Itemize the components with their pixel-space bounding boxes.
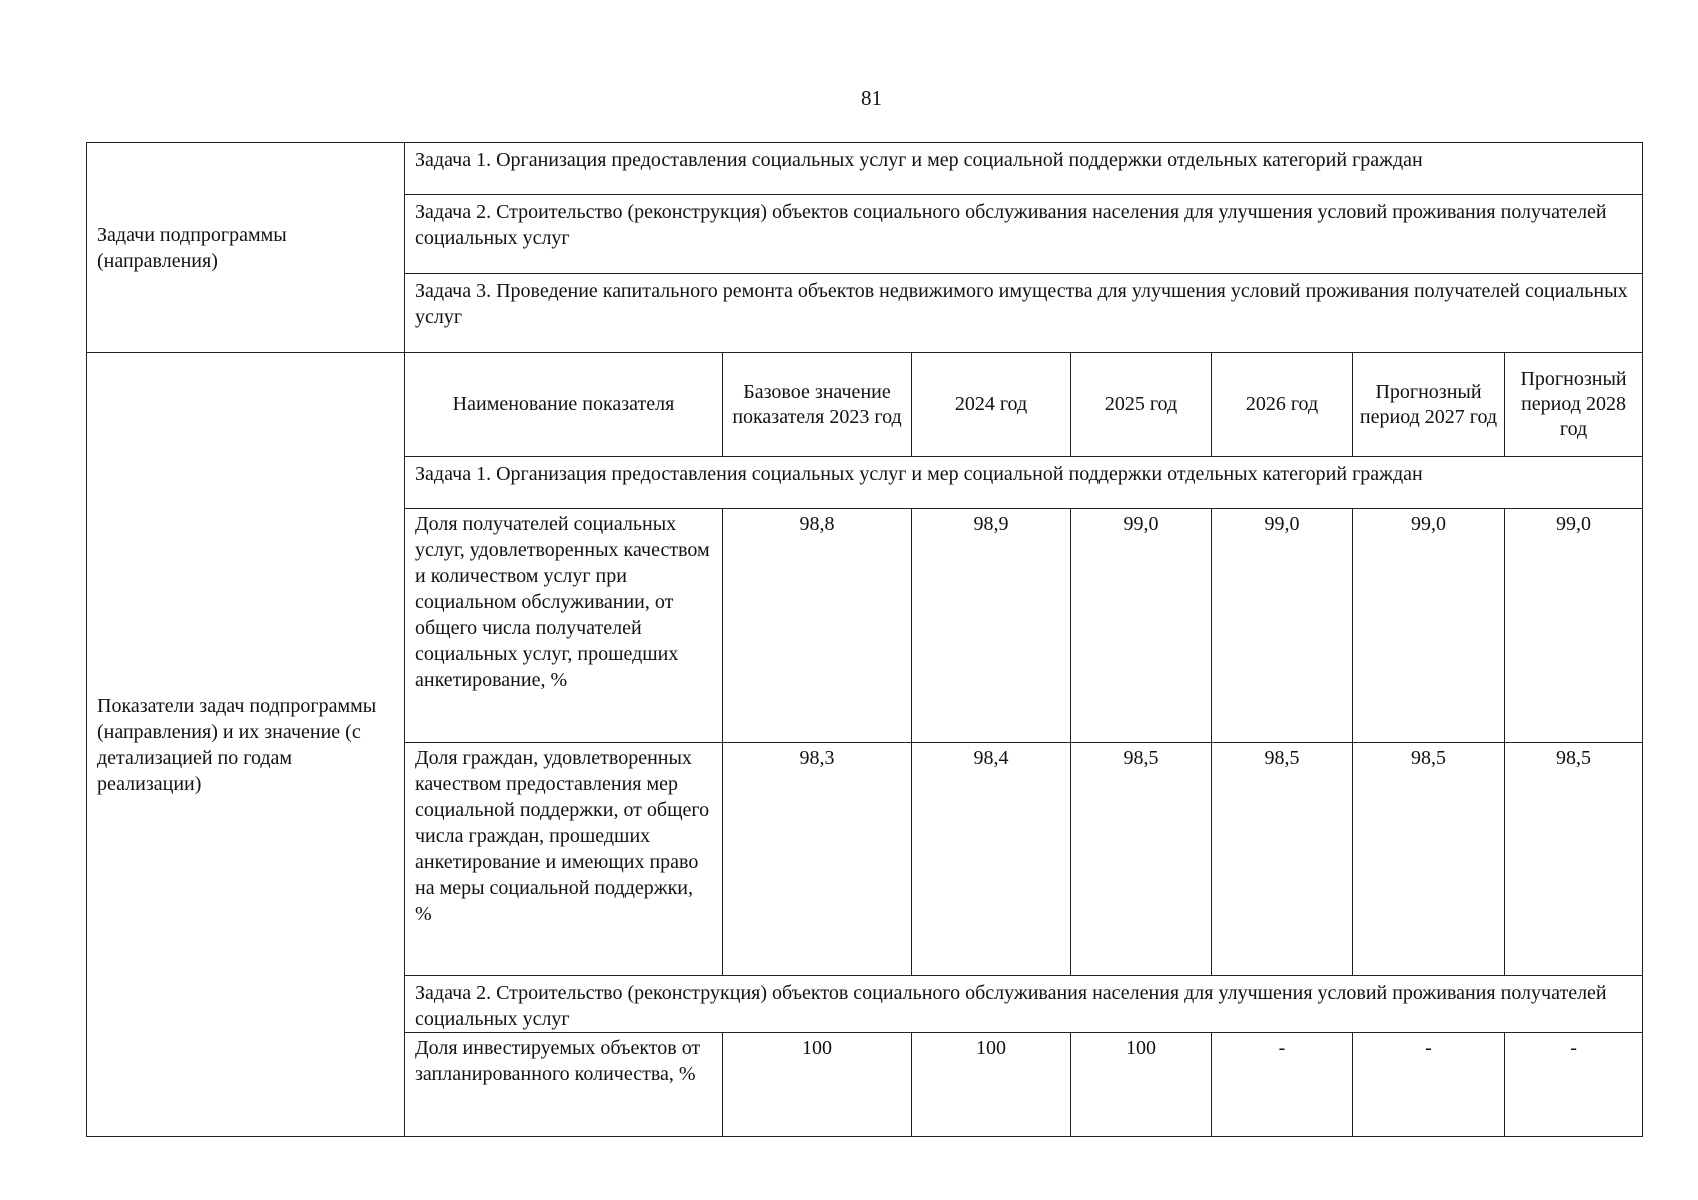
- value-2023: 98,8: [723, 509, 912, 743]
- header-2024: 2024 год: [912, 353, 1071, 457]
- value-2027: 98,5: [1353, 743, 1505, 976]
- value-2023: 100: [723, 1033, 912, 1137]
- indicator-name: Доля инвестируемых объектов от запланированного количества, %: [405, 1033, 723, 1137]
- group-task-2: Задача 2. Строительство (реконструкция) объектов социального обслуживания населения для улучшения условий проживания получателей социальных услуг: [405, 976, 1643, 1033]
- group-task-1: Задача 1. Организация предоставления социальных услуг и мер социальной поддержки отдельных категорий граждан: [405, 457, 1643, 509]
- task-3: Задача 3. Проведение капитального ремонта объектов недвижимого имущества для улучшения условий проживания получателей социальных услуг: [405, 274, 1643, 353]
- value-2026: -: [1212, 1033, 1353, 1137]
- value-2025: 100: [1071, 1033, 1212, 1137]
- header-base-2023: Базовое значение показателя 2023 год: [723, 353, 912, 457]
- value-2023: 98,3: [723, 743, 912, 976]
- tasks-label: Задачи подпрограммы (направления): [87, 143, 405, 353]
- subprogram-table: [86, 142, 1643, 1137]
- header-indicator-name: Наименование показателя: [405, 353, 723, 457]
- value-2024: 98,9: [912, 509, 1071, 743]
- value-2026: 98,5: [1212, 743, 1353, 976]
- task-1: Задача 1. Организация предоставления социальных услуг и мер социальной поддержки отдельных категорий граждан: [405, 143, 1643, 195]
- value-2028: 99,0: [1505, 509, 1643, 743]
- value-2028: 98,5: [1505, 743, 1643, 976]
- value-2026: 99,0: [1212, 509, 1353, 743]
- value-2025: 98,5: [1071, 743, 1212, 976]
- header-2027: Прогнозный период 2027 год: [1353, 353, 1505, 457]
- value-2024: 100: [912, 1033, 1071, 1137]
- task-2: Задача 2. Строительство (реконструкция) объектов социального обслуживания населения для улучшения условий проживания получателей социальных услуг: [405, 195, 1643, 274]
- value-2025: 99,0: [1071, 509, 1212, 743]
- value-2028: -: [1505, 1033, 1643, 1137]
- header-2028: Прогнозный период 2028 год: [1505, 353, 1643, 457]
- header-2025: 2025 год: [1071, 353, 1212, 457]
- indicator-name: Доля граждан, удовлетворенных качеством предоставления мер социальной поддержки, от общего числа граждан, прошедших анкетирование и имеющих право на меры социальной поддержки, %: [405, 743, 723, 976]
- value-2027: -: [1353, 1033, 1505, 1137]
- page-number: 81: [861, 86, 882, 110]
- value-2027: 99,0: [1353, 509, 1505, 743]
- indicators-label: Показатели задач подпрограммы (направления) и их значение (с детализацией по годам реализации): [87, 353, 405, 1137]
- header-2026: 2026 год: [1212, 353, 1353, 457]
- value-2024: 98,4: [912, 743, 1071, 976]
- indicator-name: Доля получателей социальных услуг, удовлетворенных качеством и количеством услуг при социальном обслуживании, от общего числа получателей социальных услуг, прошедших анкетирование, %: [405, 509, 723, 743]
